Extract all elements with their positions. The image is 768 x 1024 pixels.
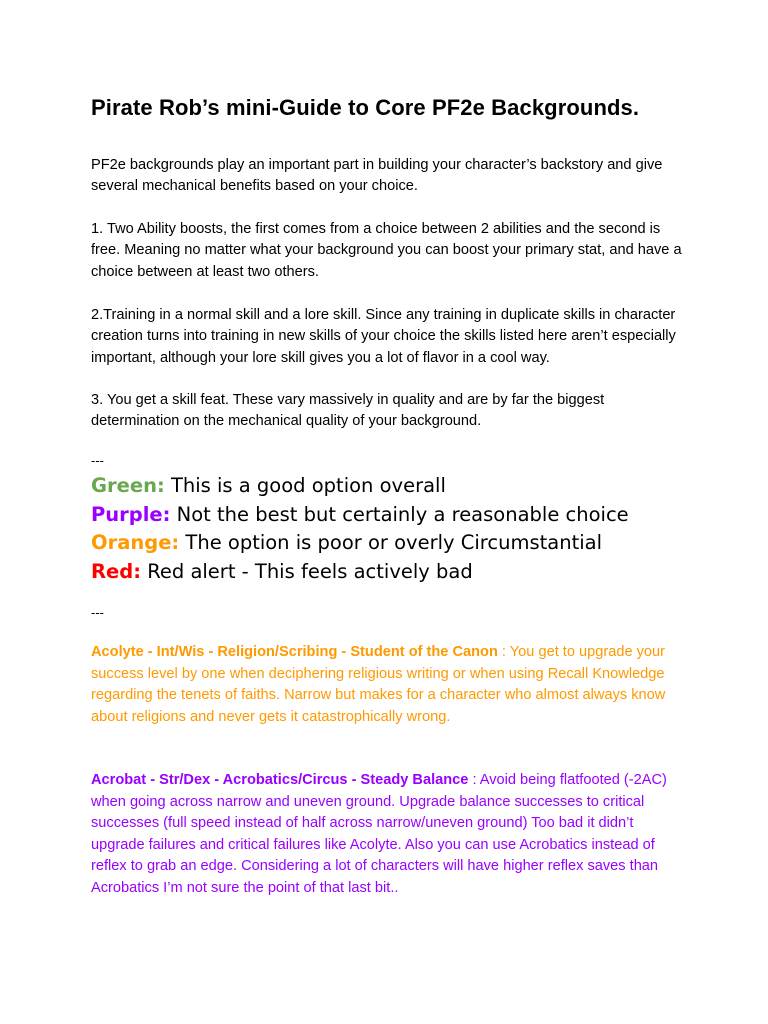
point-skill-feat: 3. You get a skill feat. These vary massively in quality and are by far the biggest determination on the mechanical quality of your background.	[91, 392, 605, 430]
point-skill-training: 2.Training in a normal skill and a lore skill. Since any training in duplicate skills in character creation turns into training in new skills of your choice the skills listed here aren’t especially important, although your lore skill gives you a lot of flavor in a cool way.	[91, 307, 676, 366]
separator-bottom: ---	[91, 605, 104, 620]
legend-item-orange	[91, 529, 629, 558]
entry-heading-acolyte: Acolyte - Int/Wis - Religion/Scribing - Student of the Canon	[91, 644, 498, 660]
point-ability-boosts: 1. Two Ability boosts, the first comes from a choice between 2 abilities and the second is free. Meaning no matter what your background you can boost your primary stat, and have a choice between at least two others.	[91, 221, 682, 280]
color-legend	[91, 472, 629, 586]
entry-acrobat	[91, 770, 686, 900]
entry-body-acolyte: : You get to upgrade your success level by one when deciphering religious writing or when using Recall Knowledge regarding the tenets of faiths. Narrow but makes for a character who almost always know about religions and never gets it catastrophically wrong.	[91, 644, 666, 725]
entry-heading-acrobat: Acrobat - Str/Dex - Acrobatics/Circus - Steady Balance	[91, 772, 469, 788]
intro-paragraph: PF2e backgrounds play an important part in building your character’s backstory and give several mechanical benefits based on your choice.	[91, 157, 663, 195]
entry-acolyte	[91, 642, 686, 728]
legend-item-green	[91, 472, 629, 501]
legend-key-red: Red:	[91, 559, 141, 583]
legend-text-red: Red alert - This feels actively bad	[141, 559, 473, 583]
legend-item-red	[91, 558, 629, 587]
legend-text-orange: The option is poor or overly Circumstantial	[179, 531, 603, 554]
legend-text-green: This is a good option overall	[164, 474, 446, 497]
legend-key-purple: Purple:	[91, 502, 171, 526]
legend-key-green: Green:	[91, 474, 165, 497]
legend-item-purple	[91, 501, 629, 530]
entry-body-acrobat: : Avoid being flatfooted (-2AC) when going across narrow and uneven ground. Upgrade balance successes to critical successes (full speed instead of half across narrow/uneven ground) Too bad it didn’t upgrade failures and critical failures like Acolyte. Also you can use Acrobatics instead of reflex to grab an edge. Considering a lot of characters will have higher reflex saves than Acrobatics I’m not sure the point of that last bit..	[91, 772, 667, 896]
document-title: Pirate Rob’s mini-Guide to Core PF2e Backgrounds.	[91, 95, 640, 120]
legend-key-orange: Orange:	[91, 531, 180, 554]
legend-text-purple: Not the best but certainly a reasonable choice	[170, 502, 629, 526]
separator-top: ---	[91, 453, 104, 468]
